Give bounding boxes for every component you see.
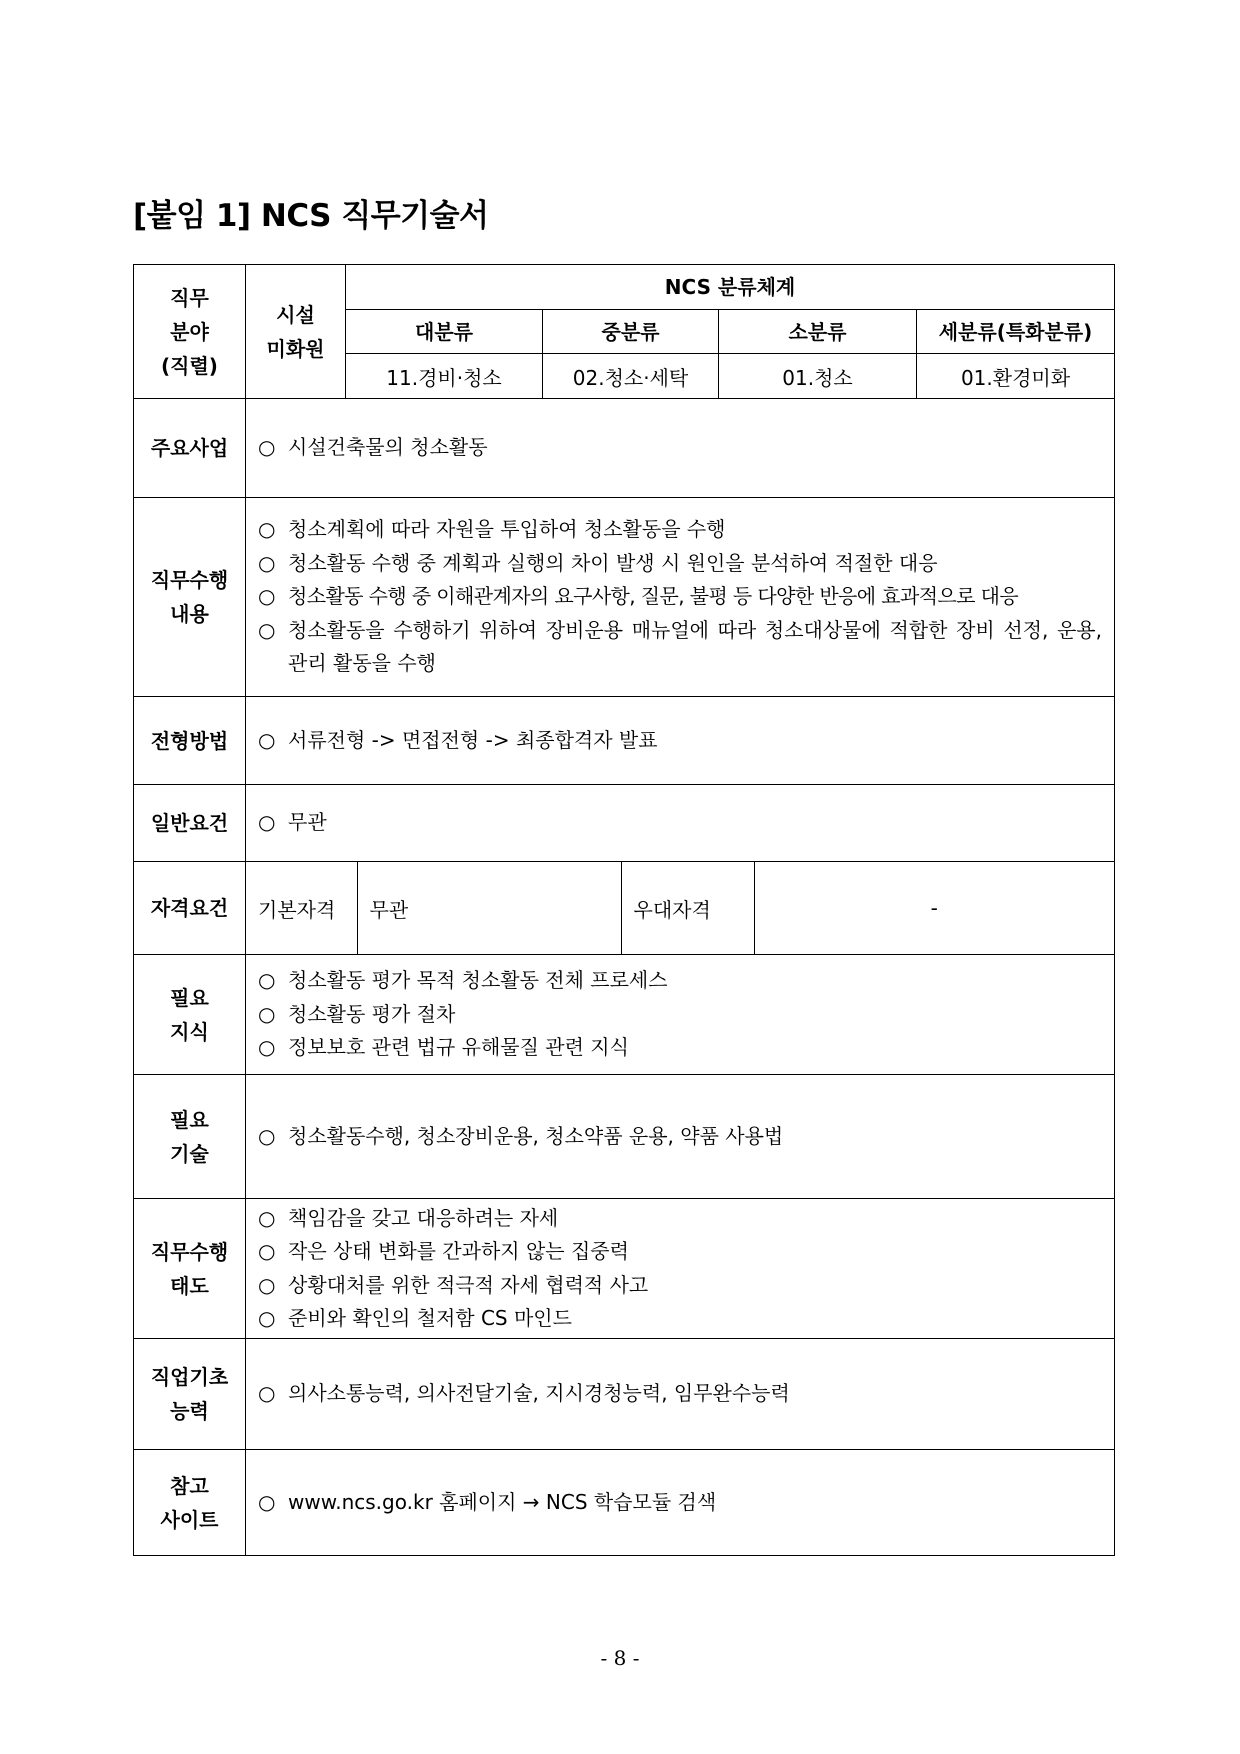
value-detail: 01.환경미화 bbox=[917, 354, 1115, 399]
row-label: 자격요건 bbox=[134, 862, 246, 955]
row-content bbox=[246, 498, 1115, 697]
list-item: ○ 작은 상태 변화를 간과하지 않는 집중력 bbox=[258, 1239, 629, 1263]
job-field-label: 직무 분야 (직렬) bbox=[134, 265, 246, 399]
list-item: ○ 상황대처를 위한 적극적 자세 협력적 사고 bbox=[258, 1272, 649, 1297]
row-label: 일반요건 bbox=[134, 785, 246, 862]
row-content bbox=[246, 1075, 1115, 1199]
row-duties bbox=[134, 498, 1115, 697]
list-item: ○ 청소활동 평가 목적 청소활동 전체 프로세스 bbox=[258, 968, 668, 993]
page-number: - 8 - bbox=[600, 1646, 640, 1670]
list-item: ○ 청소활동 수행 중 계획과 실행의 차이 발생 시 원인을 분석하여 적절한 대응 bbox=[258, 550, 938, 575]
list-item: ○ 무관 bbox=[258, 810, 327, 835]
row-general bbox=[134, 785, 1115, 862]
job-name: 시설 미화원 bbox=[246, 265, 346, 399]
row-knowledge bbox=[134, 955, 1115, 1075]
row-content bbox=[246, 1199, 1115, 1339]
row-selection bbox=[134, 697, 1115, 785]
list-item: ○ 청소활동 수행 중 이해관계자의 요구사항, 질문, 불평 등 다양한 반응에 효과적으로 대응 bbox=[258, 584, 1019, 609]
column-middle: 중분류 bbox=[543, 310, 719, 354]
list-item: ○ 준비와 확인의 철저함 CS 마인드 bbox=[258, 1306, 572, 1330]
row-main-business bbox=[134, 399, 1115, 498]
job-description-table bbox=[133, 264, 1115, 1556]
row-content bbox=[246, 1339, 1115, 1450]
row-reference bbox=[134, 1450, 1115, 1556]
list-item: ○ 청소계획에 따라 자원을 투입하여 청소활동을 수행 bbox=[258, 517, 726, 542]
ncs-classification-label: NCS 분류체계 bbox=[346, 265, 1115, 310]
list-item: ○ 의사소통능력, 의사전달기술, 지시경청능력, 임무완수능력 bbox=[258, 1381, 790, 1406]
basic-qualification-value: 무관 bbox=[357, 862, 621, 954]
preferred-qualification-label: 우대자격 bbox=[621, 862, 754, 954]
list-item: ○ 청소활동 평가 절차 bbox=[258, 1001, 456, 1026]
row-content bbox=[246, 399, 1115, 498]
row-label: 필요 지식 bbox=[134, 955, 246, 1075]
row-label: 참고 사이트 bbox=[134, 1450, 246, 1556]
row-label: 주요사업 bbox=[134, 399, 246, 498]
list-item: ○ 시설건축물의 청소활동 bbox=[258, 435, 488, 460]
preferred-qualification-value: - bbox=[754, 862, 1114, 954]
row-label: 직업기초 능력 bbox=[134, 1339, 246, 1450]
basic-qualification-label: 기본자격 bbox=[258, 897, 336, 922]
list-item: ○ 정보보호 관련 법규 유해물질 관련 지식 bbox=[258, 1035, 629, 1060]
value-minor: 01.청소 bbox=[719, 354, 917, 399]
list-item: ○ www.ncs.go.kr 홈페이지 → NCS 학습모듈 검색 bbox=[258, 1489, 717, 1514]
page-title: [붙임 1] NCS 직무기술서 bbox=[133, 198, 489, 234]
row-content bbox=[246, 785, 1115, 862]
row-skills bbox=[134, 1075, 1115, 1199]
row-label: 필요 기술 bbox=[134, 1075, 246, 1199]
column-major: 대분류 bbox=[346, 310, 543, 354]
list-item: ○ 청소활동수행, 청소장비운용, 청소약품 운용, 약품 사용법 bbox=[258, 1123, 784, 1148]
row-attitude bbox=[134, 1199, 1115, 1339]
row-content bbox=[246, 697, 1115, 785]
value-major: 11.경비·청소 bbox=[346, 354, 543, 399]
list-item: ○ 서류전형 -> 면접전형 -> 최종합격자 발표 bbox=[258, 727, 658, 752]
column-minor: 소분류 bbox=[719, 310, 917, 354]
row-content bbox=[246, 1450, 1115, 1556]
list-item: ○ 책임감을 갖고 대응하려는 자세 bbox=[258, 1205, 559, 1230]
value-middle: 02.청소·세탁 bbox=[543, 354, 719, 399]
qualification-cell bbox=[246, 862, 1115, 955]
row-basic-competency bbox=[134, 1339, 1115, 1450]
row-qualification bbox=[134, 862, 1115, 955]
row-content bbox=[246, 955, 1115, 1075]
row-label: 직무수행 태도 bbox=[134, 1199, 246, 1339]
row-label: 직무수행 내용 bbox=[134, 498, 246, 697]
column-detail: 세분류(특화분류) bbox=[917, 310, 1115, 354]
row-label: 전형방법 bbox=[134, 697, 246, 785]
list-item: ○ 청소활동을 수행하기 위하여 장비운용 매뉴얼에 따라 청소대상물에 적합한 장비 선정, 운용, 관리 활동을 수행 bbox=[258, 617, 1102, 676]
